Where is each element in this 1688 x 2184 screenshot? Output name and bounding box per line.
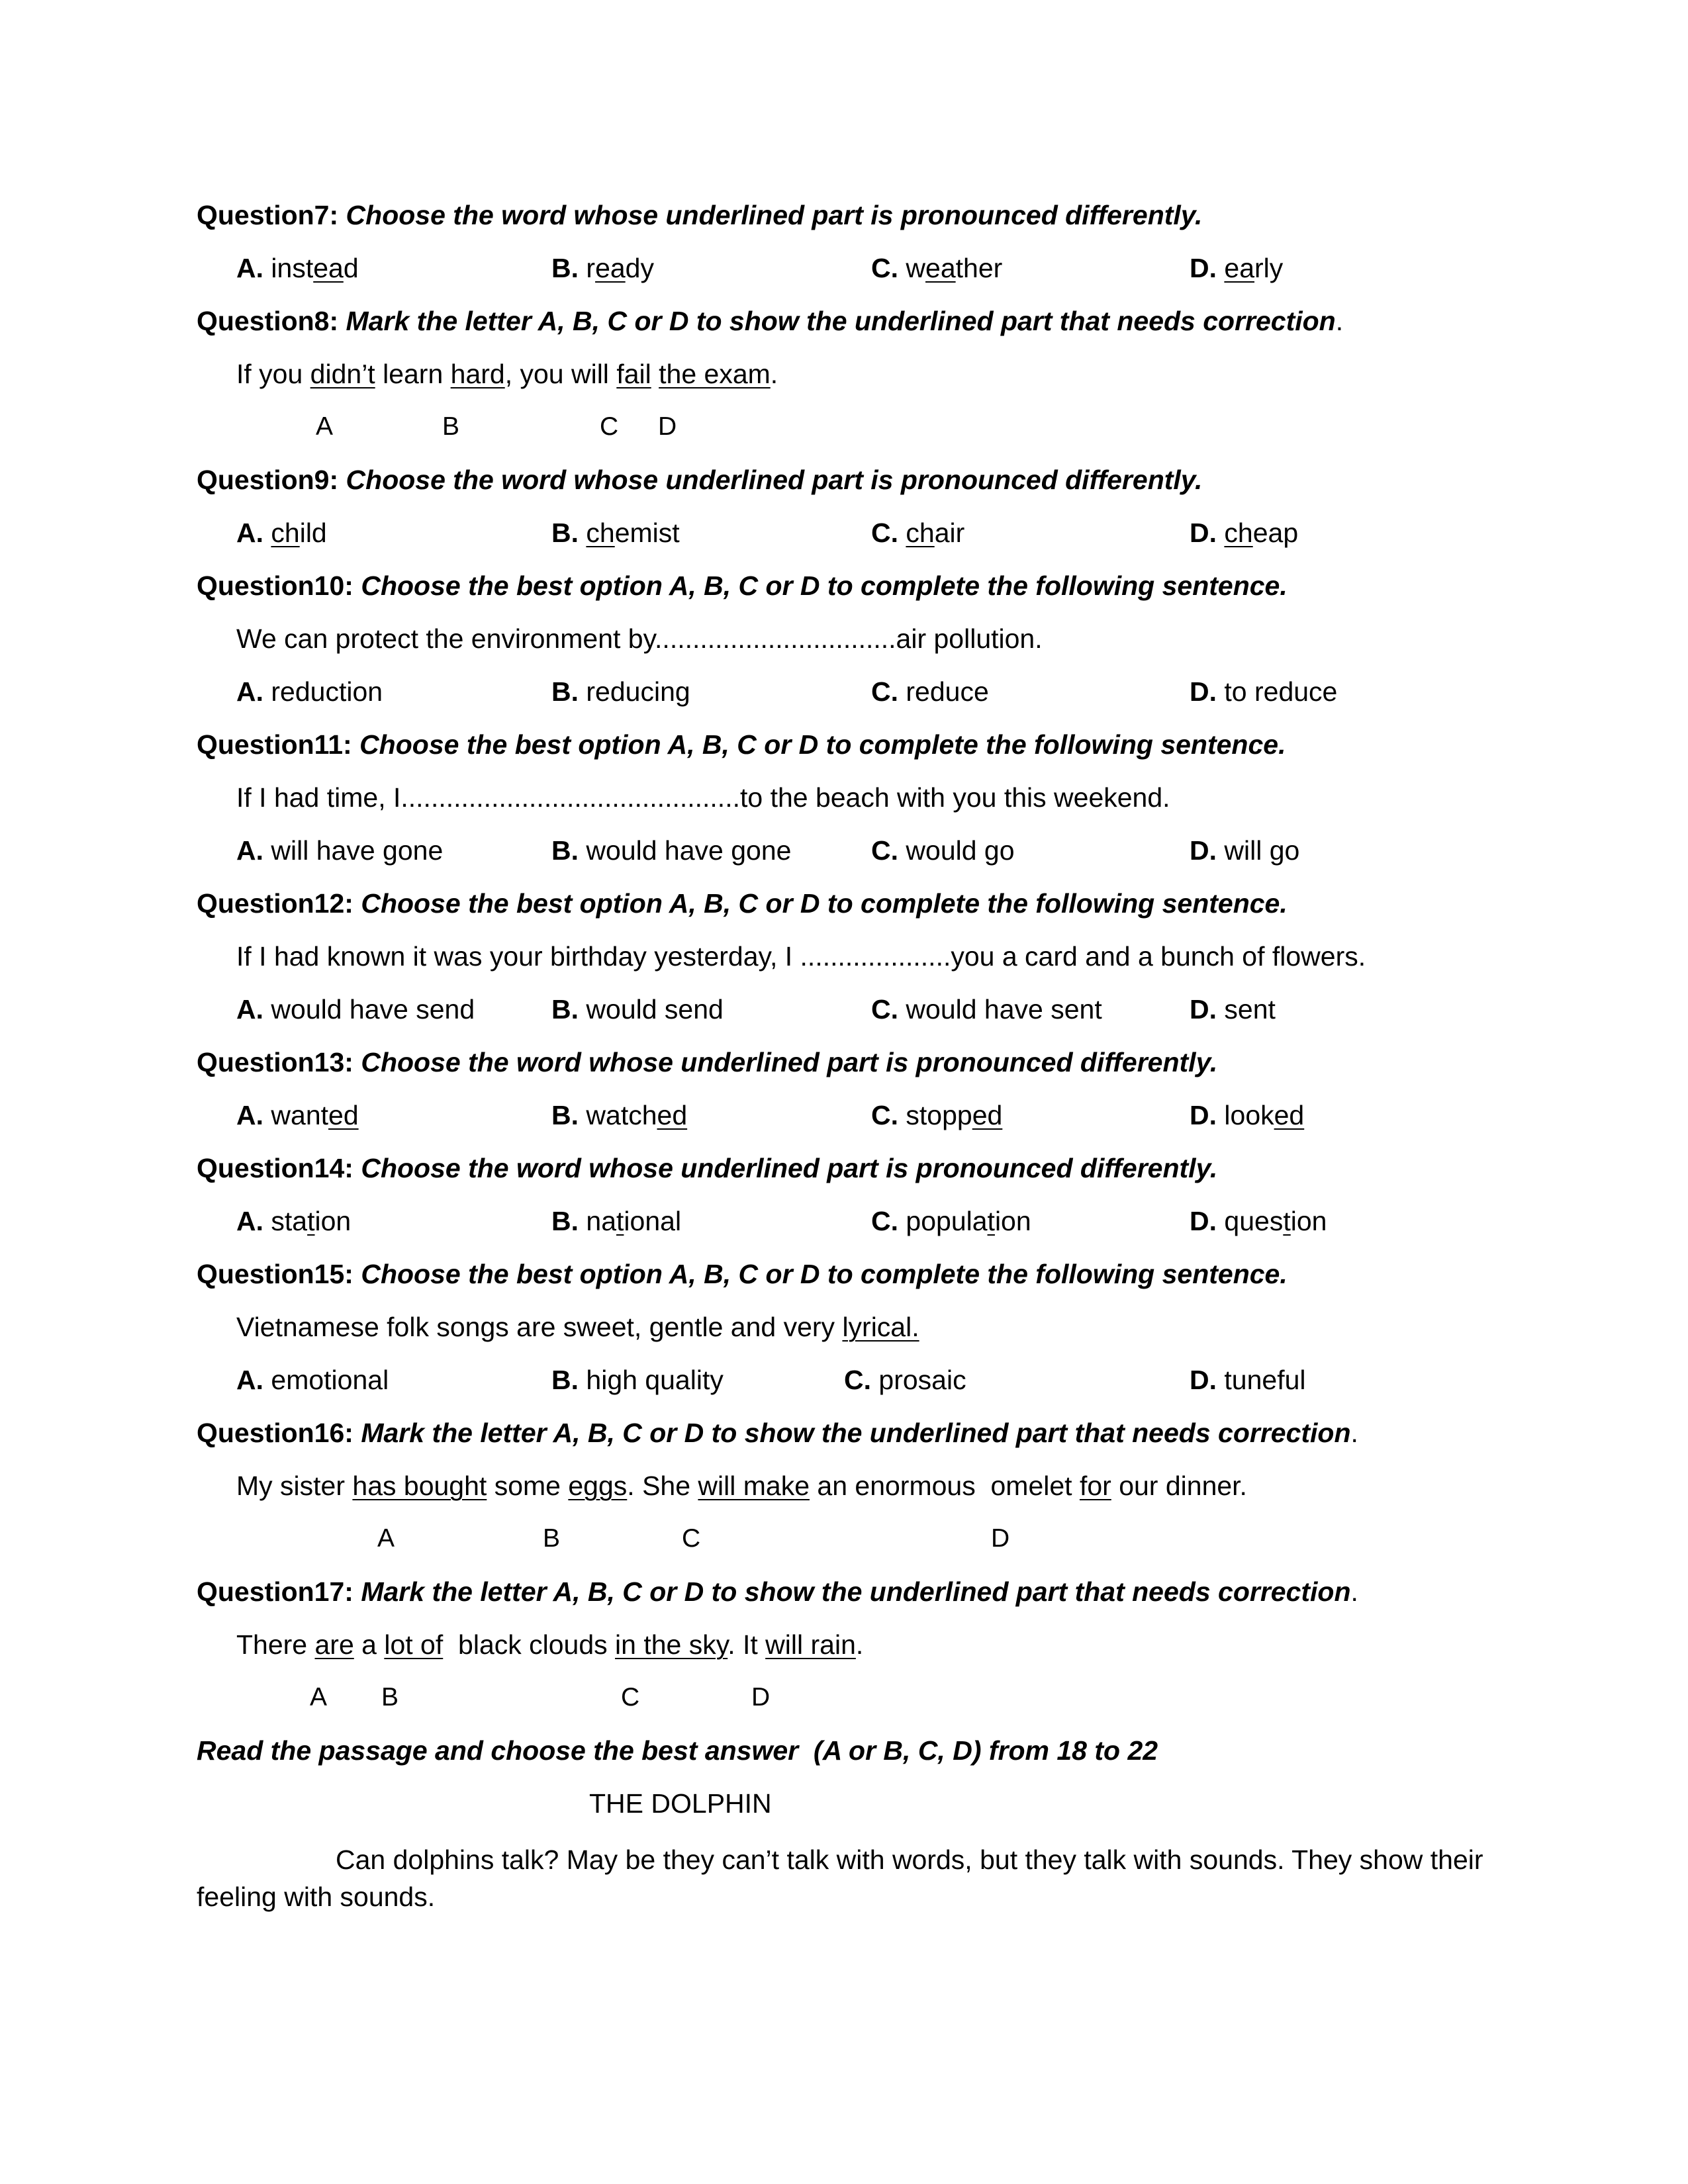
- question-10-sentence: We can protect the environment by................................air pollution.: [236, 623, 1043, 654]
- marker-c: C: [682, 1524, 701, 1553]
- question-15-sentence: Vietnamese folk songs are sweet, gentle and very lyrical.: [236, 1312, 919, 1342]
- question-12-heading: [197, 884, 1288, 923]
- question-17-sentence: There are a lot of black clouds in the sky. It will rain.: [236, 1629, 864, 1660]
- option-b: B. watched: [551, 1100, 688, 1130]
- option-c: C. chair: [871, 518, 965, 548]
- question-16-heading: Question16: Mark the letter A, B, C or D to show the underlined part that needs correction.: [197, 1418, 1358, 1448]
- question-number: Question14:: [197, 1153, 353, 1183]
- option-a: A. wanted: [236, 1100, 359, 1130]
- question-instruction: Choose the word whose underlined part is pronounced differently.: [361, 1153, 1218, 1183]
- option-d: D. tuneful: [1190, 1365, 1306, 1395]
- question-instruction: Choose the best option A, B, C or D to complete the following sentence.: [361, 1259, 1288, 1289]
- question-11-heading: [197, 725, 1286, 764]
- question-number: Question9:: [197, 465, 339, 495]
- question-instruction: Choose the word whose underlined part is pronounced differently.: [346, 465, 1203, 495]
- option-a: A. child: [236, 518, 327, 548]
- question-8-sentence: If you didn’t learn hard, you will fail the exam.: [236, 359, 778, 389]
- question-9-heading: [197, 460, 1202, 500]
- question-number: Question10:: [197, 570, 353, 601]
- option-b: B. would send: [551, 994, 724, 1024]
- option-a: A. will have gone: [236, 835, 444, 866]
- option-c: C. would go: [871, 835, 1015, 866]
- marker-b: B: [442, 412, 460, 441]
- question-instruction: Mark the letter A, B, C or D to show the underlined part that needs correction: [361, 1418, 1351, 1448]
- question-17-heading: Question17: Mark the letter A, B, C or D to show the underlined part that needs correction.: [197, 1576, 1358, 1607]
- option-d: D. looked: [1190, 1100, 1305, 1130]
- question-number: Question7:: [197, 200, 339, 230]
- option-d: D. question: [1190, 1206, 1327, 1236]
- marker-a: A: [377, 1524, 395, 1553]
- option-a: A. emotional: [236, 1365, 389, 1395]
- question-instruction: Mark the letter A, B, C or D to show the underlined part that needs correction: [346, 306, 1336, 336]
- marker-d: D: [751, 1683, 771, 1711]
- question-number: Question16:: [197, 1418, 353, 1448]
- question-number: Question12:: [197, 888, 353, 919]
- option-b: B. national: [551, 1206, 682, 1236]
- question-8-heading: Question8: Mark the letter A, B, C or D to show the underlined part that needs correction.: [197, 306, 1344, 336]
- question-instruction: Mark the letter A, B, C or D to show the underlined part that needs correction: [361, 1576, 1351, 1607]
- option-d: D. will go: [1190, 835, 1300, 866]
- option-b: B. high quality: [551, 1365, 724, 1395]
- option-d: D. to reduce: [1190, 676, 1338, 707]
- option-d: D. early: [1190, 253, 1284, 283]
- option-b: B. ready: [551, 253, 654, 283]
- marker-a: A: [310, 1683, 328, 1711]
- question-number: Question15:: [197, 1259, 353, 1289]
- option-c: C. stopped: [871, 1100, 1003, 1130]
- question-16-sentence: My sister has bought some eggs. She will make an enormous omelet for our dinner.: [236, 1471, 1247, 1501]
- option-c: C. reduce: [871, 676, 989, 707]
- question-13-heading: [197, 1042, 1217, 1082]
- option-c: C. prosaic: [844, 1365, 966, 1395]
- marker-c: C: [600, 412, 619, 441]
- question-number: Question8:: [197, 306, 339, 336]
- question-number: Question13:: [197, 1047, 353, 1077]
- option-a: A. instead: [236, 253, 359, 283]
- question-10-heading: [197, 566, 1288, 606]
- question-12-sentence: If I had known it was your birthday yesterday, I ....................you a card and a bunch of flowers.: [236, 941, 1366, 972]
- marker-a: A: [316, 412, 334, 441]
- question-number: Question11:: [197, 729, 352, 760]
- question-instruction: Choose the best option A, B, C or D to complete the following sentence.: [361, 888, 1288, 919]
- option-d: D. cheap: [1190, 518, 1299, 548]
- option-c: C. weather: [871, 253, 1003, 283]
- question-11-sentence: If I had time, I.............................................to the beach with you this weekend.: [236, 782, 1170, 813]
- option-c: C. population: [871, 1206, 1031, 1236]
- question-instruction: Choose the word whose underlined part is pronounced differently.: [361, 1047, 1218, 1077]
- option-b: B. would have gone: [551, 835, 792, 866]
- marker-d: D: [658, 412, 677, 441]
- question-instruction: Choose the best option A, B, C or D to complete the following sentence.: [361, 570, 1288, 601]
- option-a: A. station: [236, 1206, 352, 1236]
- question-7-heading: [197, 195, 1202, 235]
- marker-b: B: [543, 1524, 561, 1553]
- marker-c: C: [621, 1683, 640, 1711]
- question-14-heading: [197, 1148, 1217, 1188]
- option-b: B. chemist: [551, 518, 680, 548]
- passage-title: THE DOLPHIN: [589, 1788, 772, 1819]
- option-a: A. reduction: [236, 676, 383, 707]
- option-a: A. would have send: [236, 994, 475, 1024]
- option-c: C. would have sent: [871, 994, 1102, 1024]
- marker-b: B: [381, 1683, 399, 1711]
- marker-d: D: [991, 1524, 1010, 1553]
- question-instruction: Choose the best option A, B, C or D to complete the following sentence.: [359, 729, 1286, 760]
- option-b: B. reducing: [551, 676, 690, 707]
- passage-paragraph: Can dolphins talk? May be they can’t talk with words, but they talk with sounds. They show their feeling with sounds.: [197, 1844, 1483, 1912]
- question-number: Question17:: [197, 1576, 353, 1607]
- reading-instruction: Read the passage and choose the best answer (A or B, C, D) from 18 to 22: [197, 1735, 1158, 1766]
- question-instruction: Choose the word whose underlined part is pronounced differently.: [346, 200, 1203, 230]
- question-15-heading: [197, 1254, 1288, 1294]
- option-d: D. sent: [1190, 994, 1276, 1024]
